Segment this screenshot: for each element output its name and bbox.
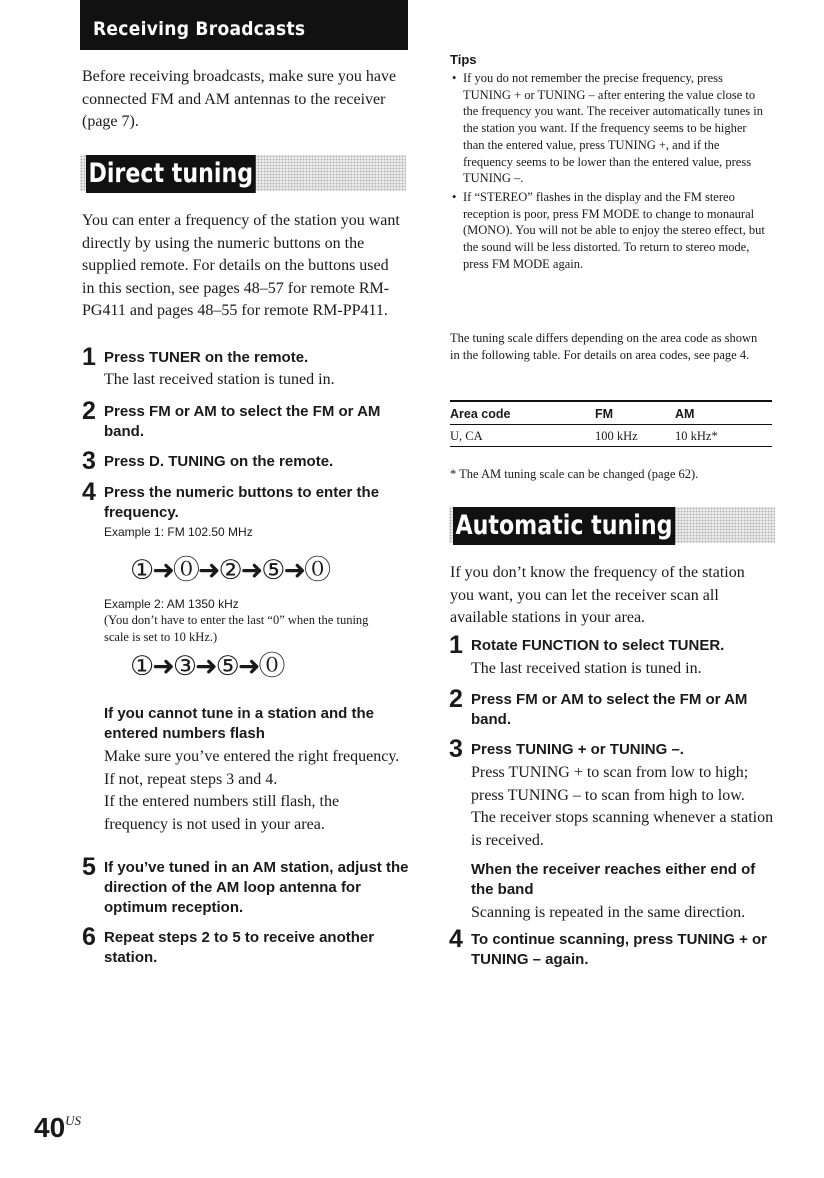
area-code-table-wrap — [450, 400, 772, 447]
example-1-label: Example 1: FM 102.50 MHz — [104, 525, 253, 539]
automatic-tuning-heading — [449, 507, 775, 543]
step-2-title: Press FM or AM to select the FM or AM band. — [104, 403, 381, 440]
step-3-title: Press D. TUNING on the remote. — [104, 453, 334, 470]
tuning-scale-note: The tuning scale differs depending on the area code as shown in the following table. For details on area codes, see page 4. — [450, 331, 758, 362]
auto-step-1 — [449, 631, 781, 681]
table-cell-am: 10 kHz* — [675, 425, 772, 447]
auto-step-4 — [449, 925, 781, 970]
auto-step-3-title: Press TUNING + or TUNING –. — [471, 741, 684, 758]
tips-title: Tips — [450, 52, 477, 67]
tips-list — [450, 70, 770, 272]
auto-step-4-number: 4 — [449, 925, 463, 953]
direct-tuning-heading-label: Direct tuning — [86, 155, 256, 193]
step-2 — [82, 397, 404, 442]
cannot-tune-section — [104, 704, 404, 836]
step-5 — [82, 853, 414, 918]
section-tab-label: Receiving Broadcasts — [93, 18, 306, 40]
direct-tuning-body: You can enter a frequency of the station you want directly by using the numeric buttons on the supplied remote. For details on the buttons used in this section, see pages 48–57 for remote RM-PG411 and pages 48–55 for remote RM-PP411. — [82, 212, 400, 319]
table-header-area: Area code — [450, 401, 595, 425]
end-band-body: Scanning is repeated in the same direction. — [471, 904, 746, 921]
cannot-tune-body-2: If the entered numbers still flash, the frequency is not used in your area. — [104, 793, 340, 833]
table-row — [450, 425, 772, 447]
table-header-am: AM — [675, 401, 772, 425]
step-3 — [82, 447, 404, 475]
automatic-tuning-body: If you don’t know the frequency of the station you want, you can let the receiver scan all available stations in your area. — [450, 564, 745, 626]
auto-step-1-title: Rotate FUNCTION to select TUNER. — [471, 637, 725, 654]
step-1 — [82, 343, 404, 392]
step-4-title: Press the numeric buttons to enter the frequency. — [104, 484, 380, 521]
auto-step-2 — [449, 685, 781, 730]
auto-step-3-body-2: The receiver stops scanning whenever a station is received. — [471, 809, 774, 849]
step-6-number: 6 — [82, 923, 96, 951]
step-6-title: Repeat steps 2 to 5 to receive another station. — [104, 929, 375, 966]
table-header-row — [450, 401, 772, 425]
step-2-number: 2 — [82, 397, 96, 425]
example-2-sequence: ①➜③➜⑤➜⓪ — [130, 651, 284, 682]
auto-step-2-number: 2 — [449, 685, 463, 713]
auto-step-3-body-1: Press TUNING + to scan from low to high; press TUNING – to scan from high to low. — [471, 764, 749, 804]
step-1-title: Press TUNER on the remote. — [104, 349, 309, 366]
cannot-tune-body-1: Make sure you’ve entered the right frequency. If not, repeat steps 3 and 4. — [104, 748, 400, 788]
table-header-fm: FM — [595, 401, 675, 425]
page-number-value: 40 — [34, 1112, 66, 1143]
step-4-number: 4 — [82, 478, 96, 506]
step-4 — [82, 478, 404, 523]
section-tab — [80, 0, 408, 50]
cannot-tune-heading: If you cannot tune in a station and the entered numbers flash — [104, 705, 375, 742]
auto-step-2-title: Press FM or AM to select the FM or AM band. — [471, 691, 748, 728]
tip-item: • If you do not remember the precise frequency, press TUNING + or TUNING – after entering the value close to the frequency you want. The receiver automatically tunes in the station you want. If the frequency seems to be higher than the entered value, press TUNING +, and if the frequency seems to be lower than the entered value, press TUNING –. — [450, 70, 770, 187]
step-1-number: 1 — [82, 343, 96, 371]
end-band-heading: When the receiver reaches either end of the band — [471, 861, 756, 898]
auto-step-3-number: 3 — [449, 735, 463, 763]
example-1-sequence: ①➜⓪➜②➜⑤➜⓪ — [130, 555, 330, 586]
automatic-tuning-heading-label: Automatic tuning — [453, 507, 675, 545]
example-2-note: (You don’t have to enter the last “0” when the tuning scale is set to 10 kHz.) — [104, 613, 369, 644]
example-2-label: Example 2: AM 1350 kHz — [104, 597, 239, 611]
auto-step-4-title: To continue scanning, press TUNING + or TUNING – again. — [471, 931, 768, 968]
auto-step-3 — [449, 735, 781, 925]
area-code-table — [450, 400, 772, 447]
tip-item: • If “STEREO” flashes in the display and the FM stereo reception is poor, press FM MODE to change to monaural (MONO). You will not be able to enjoy the stereo effect, but the sound will be less distorted. To return to stereo mode, press FM MODE again. — [450, 189, 770, 273]
step-6 — [82, 923, 404, 968]
page-number — [34, 1112, 81, 1144]
page-number-suffix: US — [65, 1113, 82, 1128]
table-cell-fm: 100 kHz — [595, 425, 675, 447]
step-3-number: 3 — [82, 447, 96, 475]
direct-tuning-heading — [80, 155, 406, 191]
auto-step-1-body: The last received station is tuned in. — [471, 660, 702, 677]
step-5-number: 5 — [82, 853, 96, 881]
step-5-title: If you’ve tuned in an AM station, adjust the direction of the AM loop antenna for optimum reception. — [104, 859, 409, 916]
auto-step-1-number: 1 — [449, 631, 463, 659]
step-1-body: The last received station is tuned in. — [104, 371, 335, 388]
footnote: * The AM tuning scale can be changed (page 62). — [450, 467, 699, 481]
table-cell-area: U, CA — [450, 425, 595, 447]
intro-text: Before receiving broadcasts, make sure you have connected FM and AM antennas to the receiver (page 7). — [82, 68, 397, 130]
